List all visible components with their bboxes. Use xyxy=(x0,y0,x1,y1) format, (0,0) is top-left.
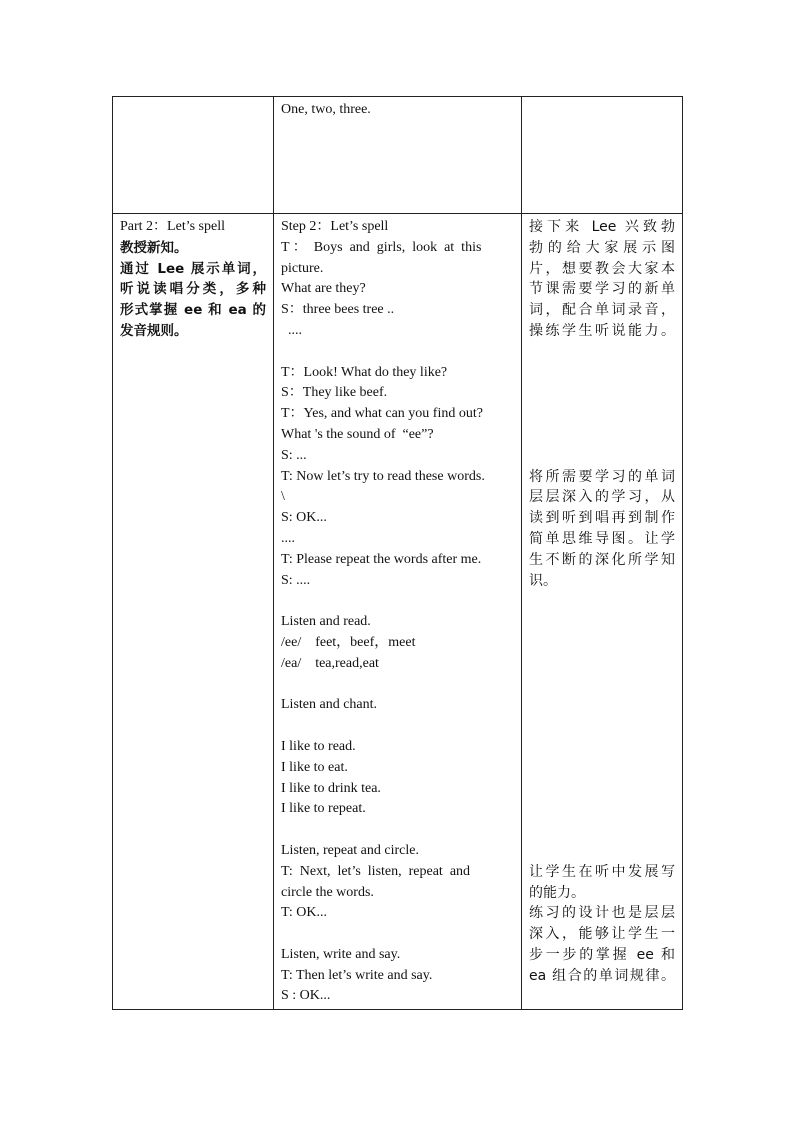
rationale-line: 深入，能够让学生一 xyxy=(529,926,675,943)
dialogue-line: T ： Boys and girls, look at this xyxy=(281,239,482,255)
rationale-line: 步一步的掌握 ee 和 xyxy=(529,946,675,963)
dialogue-line: S : OK... xyxy=(281,988,331,1004)
part-title: Part 2：Let’s spell xyxy=(120,219,225,234)
row2-col2-cell xyxy=(274,214,522,1010)
row2-col3-cell xyxy=(522,214,683,1010)
objective-line: 教授新知。 xyxy=(120,239,188,256)
dialogue-line: T: Then let’s write and say. xyxy=(281,967,433,983)
dialogue-line: \ xyxy=(281,489,285,505)
row2-col1-cell xyxy=(113,214,274,1010)
rationale-line: 将所需要学习的单词 xyxy=(529,468,675,485)
rationale-line: 让学生在听中发展写 xyxy=(529,863,675,880)
chant-line: I like to eat. xyxy=(281,759,348,775)
rationale-line: 练习的设计也是层层 xyxy=(529,905,675,922)
rationale-line: 勃的给大家展示图 xyxy=(529,239,675,256)
rationale-line: 识。 xyxy=(529,572,557,589)
rationale-line: 操练学生听说能力。 xyxy=(529,322,675,339)
lesson-plan-table xyxy=(112,96,683,1010)
rationale-line: 读到听到唱再到制作 xyxy=(529,510,675,527)
dialogue-line: T：Look! What do they like? xyxy=(281,364,448,380)
count-line: One, two, three. xyxy=(281,102,371,117)
activity-title: Listen and chant. xyxy=(281,697,378,713)
activity-title: Listen, repeat and circle. xyxy=(281,842,419,858)
dialogue-line: .... xyxy=(281,322,302,338)
dialogue-line: What are they? xyxy=(281,281,366,297)
objective-line: 形式掌握 ee 和 ea 的 xyxy=(120,302,266,319)
dialogue-line: T: Now let’s try to read these words. xyxy=(281,468,485,484)
objective-line: 通过 Lee 展示单词， xyxy=(120,260,266,277)
dialogue-line: S：They like beef. xyxy=(281,385,388,401)
rationale-line: 层层深入的学习，从 xyxy=(529,489,675,506)
phonics-line: /ea/ tea,read,eat xyxy=(281,655,379,671)
dialogue-line: T: Please repeat the words after me. xyxy=(281,551,482,567)
row1-col1-cell xyxy=(113,97,274,214)
step-title: Step 2：Let’s spell xyxy=(281,219,389,234)
dialogue-line: picture. xyxy=(281,260,324,276)
phonics-line: /ee/ feet，beef，meet xyxy=(281,634,416,650)
rationale-line: 简单思维导图。让学 xyxy=(529,530,675,547)
rationale-line: 片，想要教会大家本 xyxy=(529,260,675,277)
rationale-line: 接下来 Lee 兴致勃 xyxy=(529,219,675,235)
dialogue-line: T: OK... xyxy=(281,905,327,921)
row1-col3-cell xyxy=(522,97,683,214)
activity-title: Listen and read. xyxy=(281,614,371,630)
dialogue-line: T: Next, let’s listen, repeat and xyxy=(281,863,471,879)
dialogue-line: S: ... xyxy=(281,447,307,463)
rationale-line: 的能力。 xyxy=(529,884,585,901)
dialogue-line: circle the words. xyxy=(281,884,374,900)
dialogue-line: S: .... xyxy=(281,572,311,588)
rationale-line: 词，配合单词录音， xyxy=(529,302,675,319)
dialogue-line: What 's the sound of “ee”? xyxy=(281,426,434,442)
dialogue-line: S：three bees tree .. xyxy=(281,302,395,318)
table-row xyxy=(113,97,683,214)
chant-line: I like to read. xyxy=(281,738,356,754)
rationale-line: 节课需要学习的新单 xyxy=(529,281,675,298)
dialogue-line: S: OK... xyxy=(281,510,327,526)
dialogue-line: T：Yes, and what can you find out? xyxy=(281,406,483,422)
chant-line: I like to drink tea. xyxy=(281,780,381,796)
rationale-line: ea 组合的单词规律。 xyxy=(529,967,675,984)
chant-line: I like to repeat. xyxy=(281,801,366,817)
row1-col2-cell xyxy=(274,97,522,214)
table-row xyxy=(113,214,683,1010)
rationale-line: 生不断的深化所学知 xyxy=(529,551,675,568)
dialogue-line: .... xyxy=(281,530,295,546)
objective-line: 发音规则。 xyxy=(120,322,188,339)
activity-title: Listen, write and say. xyxy=(281,946,401,962)
objective-line: 听说读唱分类，多种 xyxy=(120,281,266,298)
